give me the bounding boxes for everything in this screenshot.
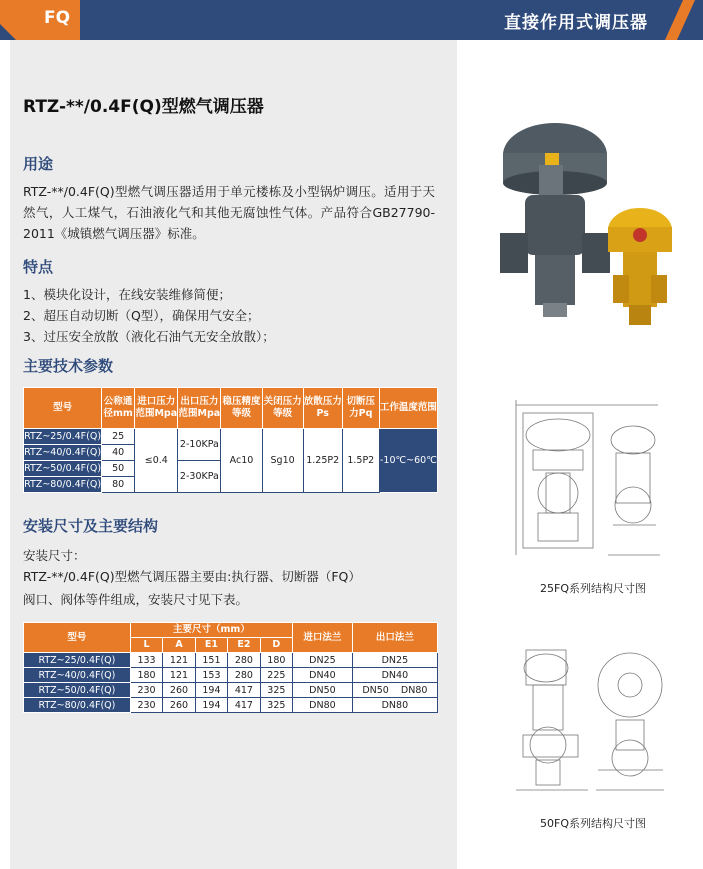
th-outlet: 出口压力范围Mpa [178,388,221,429]
regulator-photo [495,115,675,340]
caption-50fq: 50FQ系列结构尺寸图 [540,817,646,830]
accuracy-cell: Ac10 [221,429,262,493]
dim-cell: 325 [260,683,292,698]
header-code: FQ [44,8,71,28]
usage-text: RTZ-**/0.4F(Q)型燃气调压器适用于单元楼栋及小型锅炉调压。适用于天然气，人工煤气，石油液化气和其他无腐蚀性气体。产品符合GB27790-2011《城镇燃气调压器》标准。 [23,184,435,241]
dim-cell: 280 [228,653,260,668]
dim-cell: 180 [260,653,292,668]
dim-cell: 230 [130,698,162,713]
page-header [0,0,703,40]
dim-cell: 325 [260,698,292,713]
dim-model-cell: RTZ~80/0.4F(Q) [24,698,131,713]
th-closing: 关闭压力等级 [262,388,303,429]
th-dim-d: D [260,638,292,653]
model-cell: RTZ~50/0.4F(Q) [24,461,102,477]
dim-cell: 225 [260,668,292,683]
product-title: RTZ-**/0.4F(Q)型燃气调压器 [23,97,264,117]
dn-cell: 25 [102,429,135,445]
th-inlet: 进口压力范围Mpa [135,388,178,429]
dim-model-cell: RTZ~50/0.4F(Q) [24,683,131,698]
th-dim-model: 型号 [24,623,131,653]
outlet-cell: 2-30KPa [178,461,221,493]
relief-cell: 1.25P2 [303,429,342,493]
dim-outlet-cell: DN40 [352,668,437,683]
th-relief: 放散压力Ps [303,388,342,429]
table-row [24,653,438,668]
dim-cell: 260 [163,698,195,713]
th-temp: 工作温度范围 [379,388,437,429]
th-accuracy: 稳压精度等级 [221,388,262,429]
install-label: 安装尺寸： [23,548,86,563]
dim-inlet-cell: DN25 [293,653,353,668]
th-dn: 公称通径mm [102,388,135,429]
drawing-25fq [508,395,668,565]
params-table [23,387,438,493]
model-cell: RTZ~80/0.4F(Q) [24,477,102,493]
dim-cell: 417 [228,683,260,698]
closing-cell: Sg10 [262,429,303,493]
model-cell: RTZ~25/0.4F(Q) [24,429,102,445]
dn-cell: 50 [102,461,135,477]
install-heading: 安装尺寸及主要结构 [23,517,159,535]
th-dim-a: A [163,638,195,653]
th-dim-main: 主要尺寸（mm） [130,623,292,638]
dim-cell: 260 [163,683,195,698]
dim-cell: 230 [130,683,162,698]
dim-model-cell: RTZ~40/0.4F(Q) [24,668,131,683]
inlet-cell: ≤0.4 [135,429,178,493]
params-heading: 主要技术参数 [23,357,114,375]
feature-item: 1、模块化设计，在线安装维修简便； [23,287,231,302]
dim-cell: 151 [195,653,227,668]
th-dim-l: L [130,638,162,653]
install-text-2: 阀口、阀体等件组成，安装尺寸见下表。 [23,592,249,607]
temp-cell: -10℃~60℃ [379,429,437,493]
dim-cell: 180 [130,668,162,683]
usage-heading: 用途 [23,155,54,173]
dim-outlet-cell: DN50 DN80 [352,683,437,698]
th-dim-e1: E1 [195,638,227,653]
dn-cell: 80 [102,477,135,493]
dim-inlet-cell: DN40 [293,668,353,683]
dim-outlet-cell: DN25 [352,653,437,668]
th-dim-e2: E2 [228,638,260,653]
dim-cell: 153 [195,668,227,683]
dim-cell: 417 [228,698,260,713]
install-text-1: RTZ-**/0.4F(Q)型燃气调压器主要由:执行器、切断器（FQ） [23,569,361,584]
dim-cell: 280 [228,668,260,683]
cutoff-cell: 1.5P2 [342,429,379,493]
dim-inlet-cell: DN80 [293,698,353,713]
outlet-cell: 2-10KPa [178,429,221,461]
dim-cell: 121 [163,668,195,683]
th-dim-inlet: 进口法兰 [293,623,353,653]
dim-cell: 133 [130,653,162,668]
th-model: 型号 [24,388,102,429]
header-accent-stripe [665,0,695,40]
th-cutoff: 切断压力Pq [342,388,379,429]
features-list [23,284,275,347]
dim-cell: 194 [195,698,227,713]
dim-inlet-cell: DN50 [293,683,353,698]
header-title: 直接作用式调压器 [504,13,648,33]
model-cell: RTZ~40/0.4F(Q) [24,445,102,461]
table-row [24,698,438,713]
dim-model-cell: RTZ~25/0.4F(Q) [24,653,131,668]
dn-cell: 40 [102,445,135,461]
table-row [24,683,438,698]
dim-cell: 194 [195,683,227,698]
th-dim-outlet: 出口法兰 [352,623,437,653]
drawing-50fq [508,640,668,800]
dim-cell: 121 [163,653,195,668]
feature-item: 3、过压安全放散（液化石油气无安全放散）； [23,329,275,344]
features-heading: 特点 [23,258,54,276]
caption-25fq: 25FQ系列结构尺寸图 [540,582,646,595]
feature-item: 2、超压自动切断（Q型），确保用气安全； [23,308,260,323]
table-row [24,668,438,683]
dimensions-table [23,622,438,713]
dim-outlet-cell: DN80 [352,698,437,713]
